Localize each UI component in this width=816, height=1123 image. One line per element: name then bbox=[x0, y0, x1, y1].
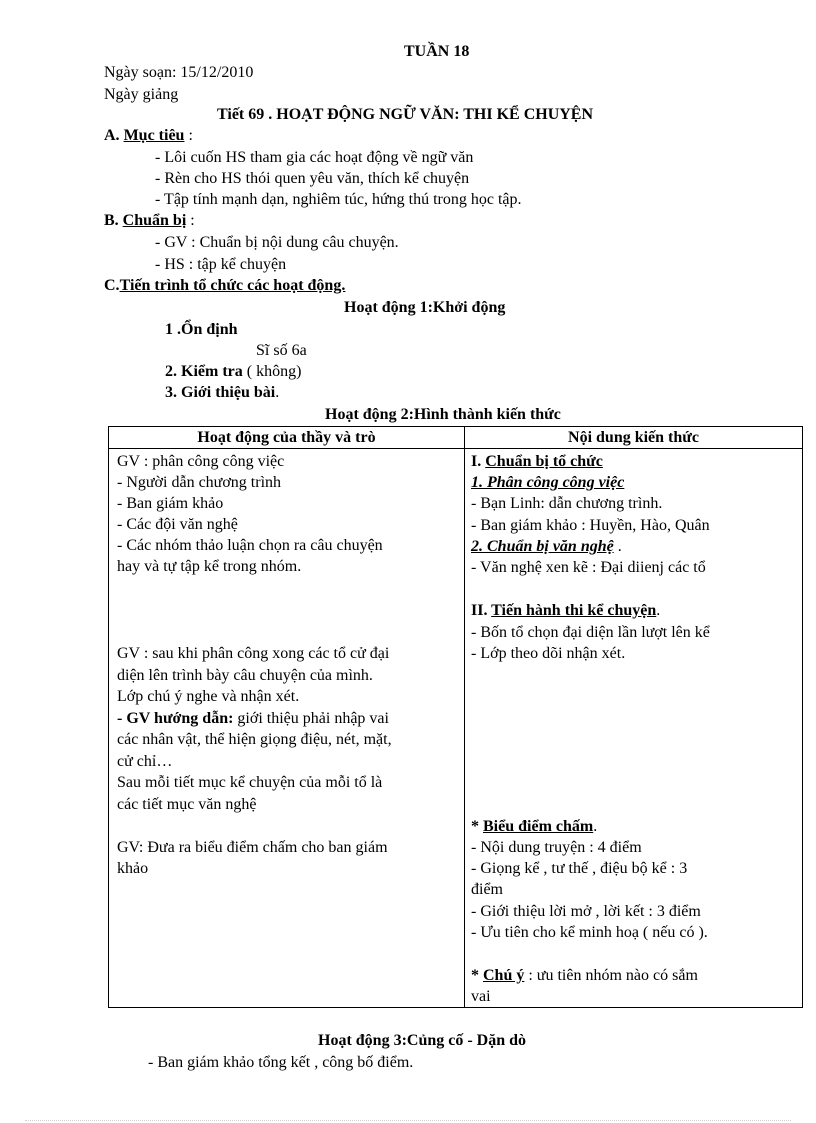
section-ii-prefix: II. bbox=[471, 602, 492, 619]
chuan-bi-van-nghe: 2. Chuẩn bị văn nghệ bbox=[471, 538, 614, 555]
section-b-item: - GV : Chuẩn bị nội dung câu chuyện. bbox=[155, 234, 399, 251]
section-a-suffix: : bbox=[184, 127, 193, 144]
left-line: các nhân vật, thể hiện giọng điệu, nét, mặt, bbox=[117, 731, 392, 748]
left-line: Lớp chú ý nghe và nhận xét. bbox=[117, 688, 300, 705]
section-i-prefix: I. bbox=[471, 453, 486, 470]
section-b-heading bbox=[104, 210, 195, 231]
section-b-title: Chuẩn bị bbox=[122, 212, 187, 229]
activity1-title: Hoạt động 1:Khởi động bbox=[344, 299, 506, 316]
si-so: Sĩ số 6a bbox=[256, 342, 307, 359]
header-divider bbox=[109, 448, 802, 449]
section-a-title: Mục tiêu bbox=[123, 127, 185, 144]
chu-y-title: Chú ý bbox=[483, 967, 525, 984]
right-line bbox=[471, 451, 603, 472]
right-line bbox=[471, 965, 698, 986]
right-line: 1. Phân công công việc bbox=[471, 474, 625, 491]
date-prepared: Ngày soạn: 15/12/2010 bbox=[104, 64, 254, 81]
left-line: GV : sau khi phân công xong các tổ cử đại bbox=[117, 645, 390, 662]
left-line: diện lên trình bày câu chuyện của mình. bbox=[117, 667, 373, 684]
chu-y-prefix: * bbox=[471, 967, 483, 984]
left-line: hay và tự tập kể trong nhóm. bbox=[117, 558, 302, 575]
right-line: - Nội dung truyện : 4 điểm bbox=[471, 839, 642, 856]
left-line: Sau mỗi tiết mục kể chuyện của mỗi tổ là bbox=[117, 774, 383, 791]
gioi-thieu bbox=[165, 382, 279, 403]
section-b-suffix: : bbox=[186, 212, 195, 229]
left-line: cử chỉ… bbox=[117, 753, 173, 770]
left-line: - Ban giám khảo bbox=[117, 495, 224, 512]
left-line: khảo bbox=[117, 860, 149, 877]
right-line: - Giới thiệu lời mở , lời kết : 3 điểm bbox=[471, 903, 701, 920]
kiem-tra-label: 2. Kiểm tra bbox=[165, 363, 243, 380]
right-line: - Văn nghệ xen kẽ : Đại diienj các tổ bbox=[471, 559, 706, 576]
section-a-item: - Tập tính mạnh dạn, nghiêm túc, hứng thú trong học tập. bbox=[155, 191, 522, 208]
chu-y-text: : ưu tiên nhóm nào có sắm bbox=[524, 967, 698, 984]
right-line: - Bốn tổ chọn đại diện lần lượt lên kể bbox=[471, 624, 710, 641]
right-line: - Giọng kể , tư thế , điệu bộ kể : 3 bbox=[471, 860, 688, 877]
bieu-diem-title: Biểu điểm chấm bbox=[483, 818, 594, 835]
section-i-title: Chuẩn bị tổ chức bbox=[485, 453, 603, 470]
section-ii-suffix: . bbox=[656, 602, 661, 619]
activity3-item: - Ban giám khảo tổng kết , công bố điểm. bbox=[148, 1054, 414, 1071]
bieu-diem-suffix: . bbox=[593, 818, 598, 835]
right-line: - Bạn Linh: dẫn chương trình. bbox=[471, 495, 663, 512]
section-b-item: - HS : tập kể chuyện bbox=[155, 256, 287, 273]
activity3-title: Hoạt động 3:Củng cố - Dặn dò bbox=[318, 1032, 527, 1049]
section-a-item: - Rèn cho HS thói quen yêu văn, thích kể chuyện bbox=[155, 170, 470, 187]
left-line bbox=[117, 708, 389, 729]
section-c-title: Tiến trình tổ chức các hoạt động. bbox=[119, 277, 346, 294]
right-line: vai bbox=[471, 988, 491, 1005]
activity2-table bbox=[108, 426, 803, 1008]
left-line: - Các đội văn nghệ bbox=[117, 516, 238, 533]
kiem-tra-value: ( không) bbox=[242, 363, 302, 380]
gv-huong-dan-label: - GV hướng dẫn: bbox=[117, 710, 234, 727]
left-line: - Các nhóm thảo luận chọn ra câu chuyện bbox=[117, 537, 383, 554]
section-c-label: C. bbox=[104, 277, 120, 294]
col-right-header: Nội dung kiến thức bbox=[568, 429, 699, 446]
section-ii-title: Tiến hành thi kể chuyện bbox=[491, 602, 657, 619]
right-line: - Ưu tiên cho kể minh hoạ ( nếu có ). bbox=[471, 924, 708, 941]
left-line: GV: Đưa ra biểu điểm chấm cho ban giám bbox=[117, 839, 388, 856]
kiem-tra bbox=[165, 361, 301, 382]
bieu-diem-prefix: * bbox=[471, 818, 483, 835]
right-line bbox=[471, 600, 660, 621]
right-line: - Ban giám khảo : Huyền, Hào, Quân bbox=[471, 517, 710, 534]
page-bottom-border bbox=[25, 1120, 791, 1121]
section-b-label: B. bbox=[104, 212, 119, 229]
gioi-thieu-label: 3. Giới thiệu bài bbox=[165, 384, 276, 401]
activity2-title: Hoạt động 2:Hình thành kiến thức bbox=[325, 406, 561, 423]
left-line: - Người dẫn chương trình bbox=[117, 474, 282, 491]
right-line bbox=[471, 816, 597, 837]
section-a-heading bbox=[104, 125, 193, 146]
section-a-item: - Lôi cuốn HS tham gia các hoạt động về ngữ văn bbox=[155, 149, 474, 166]
right-line bbox=[471, 536, 622, 557]
gv-huong-dan-text: giới thiệu phải nhập vai bbox=[233, 710, 389, 727]
section-c-heading bbox=[104, 275, 345, 296]
date-taught: Ngày giảng bbox=[104, 86, 179, 103]
col-left-header: Hoạt động của thầy và trò bbox=[197, 429, 376, 446]
on-dinh: 1 .Ổn định bbox=[165, 321, 238, 338]
lesson-title: Tiết 69 . HOẠT ĐỘNG NGỮ VĂN: THI KỂ CHUYỆN bbox=[217, 106, 594, 123]
left-line: GV : phân công công việc bbox=[117, 453, 285, 470]
gioi-thieu-dot: . bbox=[275, 384, 280, 401]
column-divider bbox=[464, 427, 465, 1007]
week-heading: TUẦN 18 bbox=[404, 43, 470, 60]
left-line: các tiết mục văn nghệ bbox=[117, 796, 257, 813]
section-a-label: A. bbox=[104, 127, 120, 144]
right-line: - Lớp theo dõi nhận xét. bbox=[471, 645, 626, 662]
chuan-bi-van-nghe-suffix: . bbox=[613, 538, 622, 555]
right-line: điểm bbox=[471, 881, 503, 898]
